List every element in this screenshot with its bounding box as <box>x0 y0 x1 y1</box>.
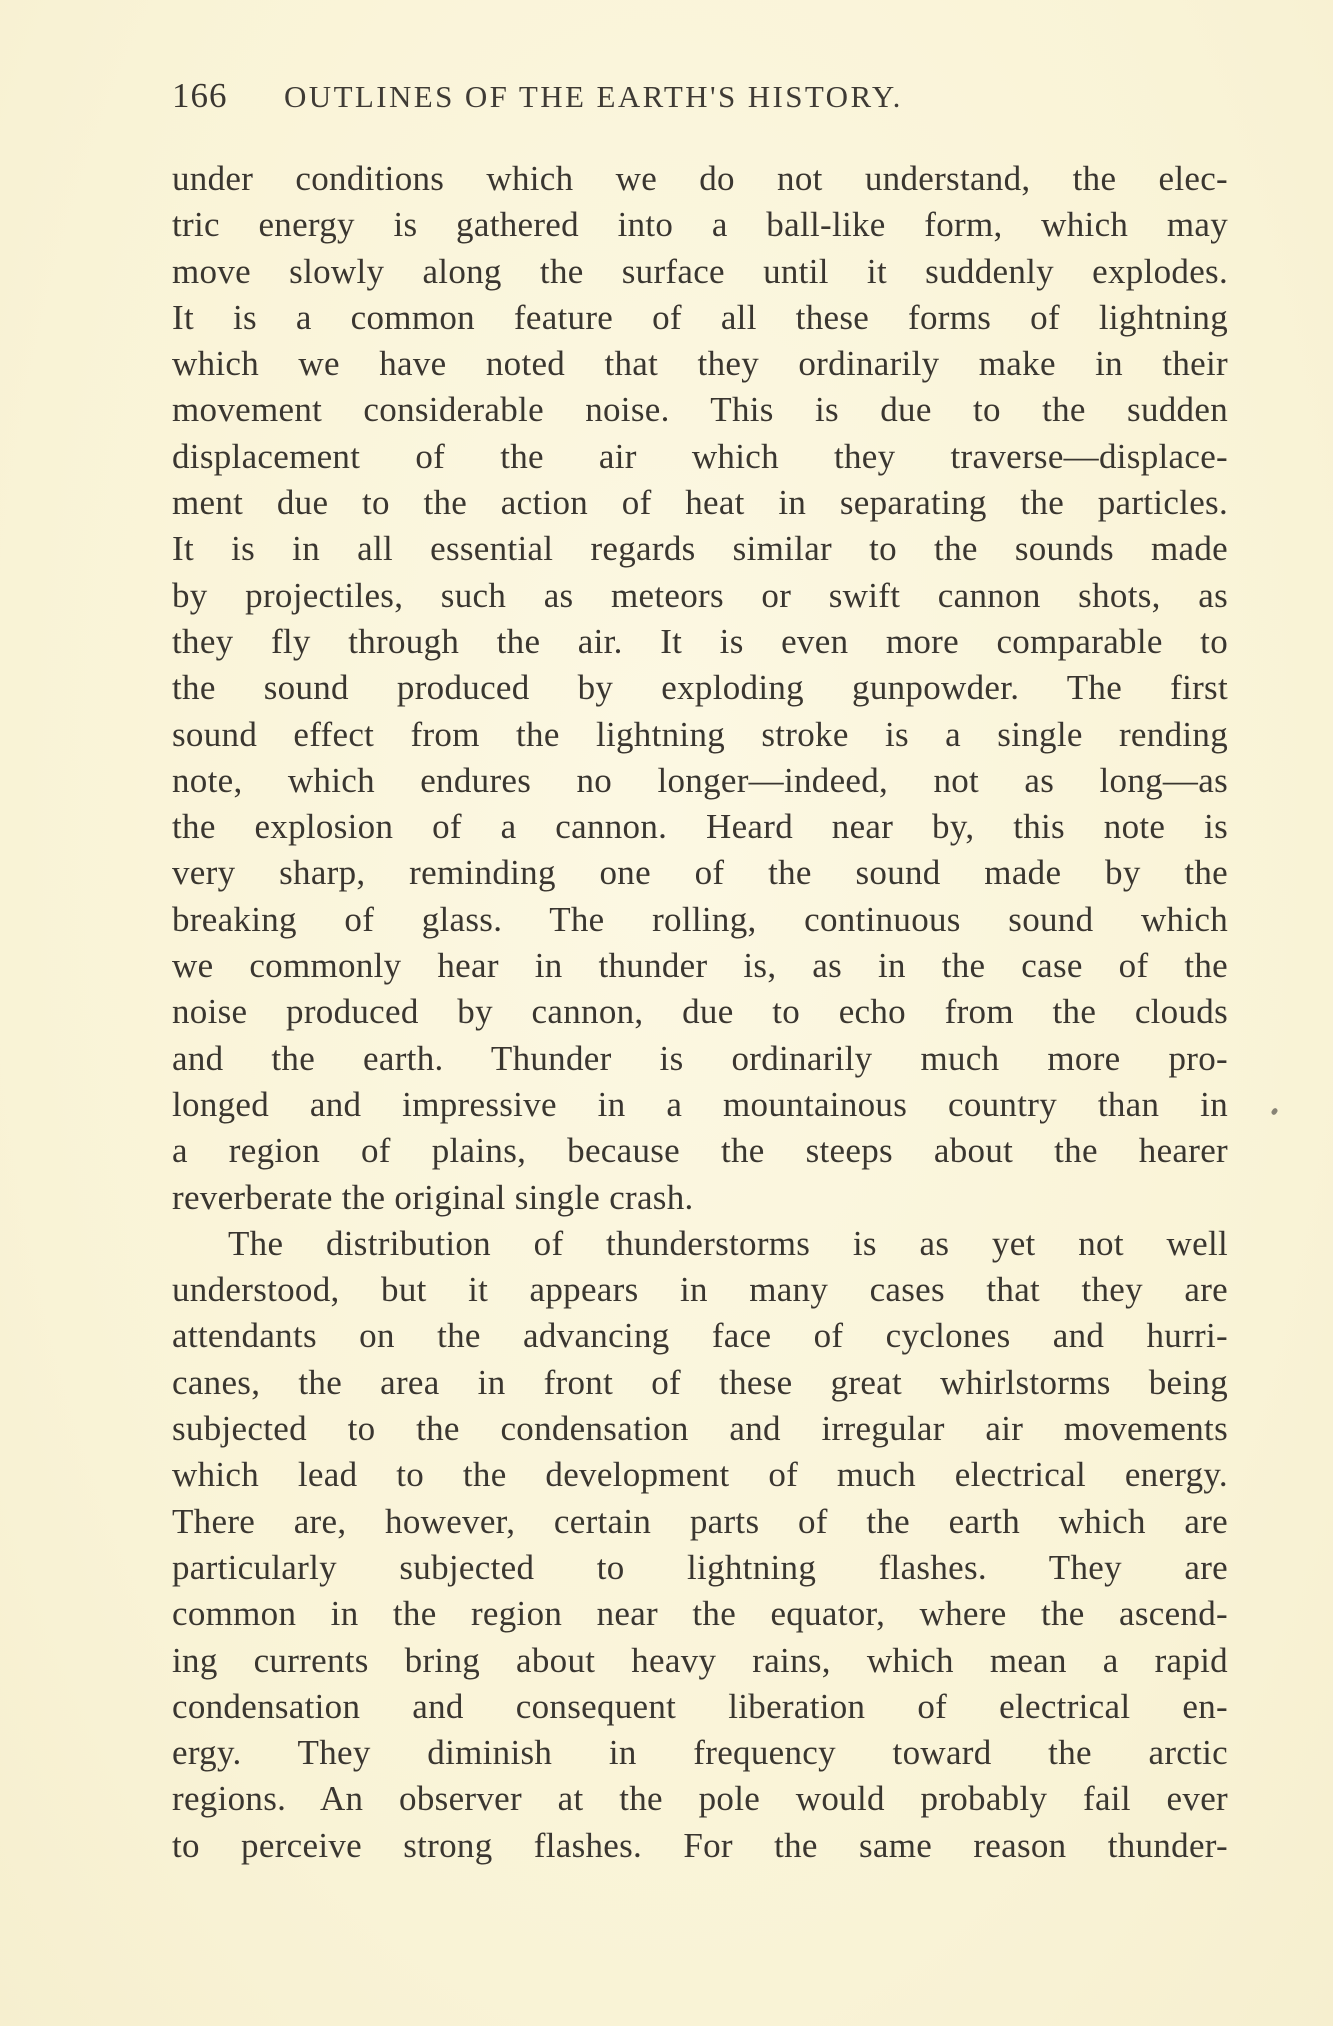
text-line: the explosion of a cannon. Heard near by, this note is <box>172 807 1228 847</box>
text-line: subjected to the condensation and irregular air movements <box>172 1409 1228 1449</box>
paragraph-start-line: The distribution of thunderstorms is as yet not well <box>228 1223 1228 1263</box>
text-line: canes, the area in front of these great whirlstorms being <box>172 1362 1228 1402</box>
text-line: breaking of glass. The rolling, continuous sound which <box>172 899 1228 939</box>
text-line: a region of plains, because the steeps about the hearer <box>172 1131 1228 1171</box>
text-line: It is a common feature of all these forms of lightning <box>172 297 1228 337</box>
text-line: ergy. They diminish in frequency toward the arctic <box>172 1733 1228 1773</box>
text-line: There are, however, certain parts of the earth which are <box>172 1501 1228 1541</box>
text-line: noise produced by cannon, due to echo from the clouds <box>172 992 1228 1032</box>
text-line: It is in all essential regards similar to the sounds made <box>172 529 1228 569</box>
text-line: note, which endures no longer—indeed, not as long—as <box>172 760 1228 800</box>
margin-ink-speck <box>1270 1107 1278 1116</box>
text-line: displacement of the air which they traverse—displace- <box>172 436 1228 476</box>
text-line: movement considerable noise. This is due to the sudden <box>172 390 1228 430</box>
text-line: common in the region near the equator, where the ascend- <box>172 1594 1228 1634</box>
text-line: understood, but it appears in many cases that they are <box>172 1270 1228 1310</box>
text-line: we commonly hear in thunder is, as in the case of the <box>172 946 1228 986</box>
text-line: ment due to the action of heat in separating the particles. <box>172 483 1228 523</box>
text-line: by projectiles, such as meteors or swift cannon shots, as <box>172 575 1228 615</box>
book-page <box>172 76 1228 1869</box>
text-line: ing currents bring about heavy rains, which mean a rapid <box>172 1640 1228 1680</box>
text-line: and the earth. Thunder is ordinarily much more pro- <box>172 1038 1228 1078</box>
text-line: under conditions which we do not understand, the elec- <box>172 159 1228 198</box>
text-line: to perceive strong flashes. For the same reason thunder- <box>172 1825 1228 1865</box>
paragraph-end-line: reverberate the original single crash. <box>172 1177 694 1217</box>
page-number: 166 <box>172 76 228 115</box>
text-line: tric energy is gathered into a ball-like form, which may <box>172 205 1228 245</box>
running-title: OUTLINES OF THE EARTH'S HISTORY. <box>284 79 903 114</box>
text-line: condensation and consequent liberation of electrical en- <box>172 1686 1228 1726</box>
text-line: longed and impressive in a mountainous country than in <box>172 1084 1228 1124</box>
text-line: regions. An observer at the pole would probably fail ever <box>172 1779 1228 1819</box>
text-line: which we have noted that they ordinarily make in their <box>172 344 1228 384</box>
text-line: attendants on the advancing face of cyclones and hurri- <box>172 1316 1228 1356</box>
body-text <box>172 156 1228 1869</box>
text-line: they fly through the air. It is even more comparable to <box>172 621 1228 661</box>
running-head <box>172 76 1228 132</box>
text-line: very sharp, reminding one of the sound made by the <box>172 853 1228 893</box>
text-line: which lead to the development of much electrical energy. <box>172 1455 1228 1495</box>
text-line: particularly subjected to lightning flashes. They are <box>172 1547 1228 1587</box>
text-line: move slowly along the surface until it suddenly explodes. <box>172 251 1228 291</box>
text-line: sound effect from the lightning stroke is a single rending <box>172 714 1228 754</box>
text-line: the sound produced by exploding gunpowder. The first <box>172 668 1228 708</box>
